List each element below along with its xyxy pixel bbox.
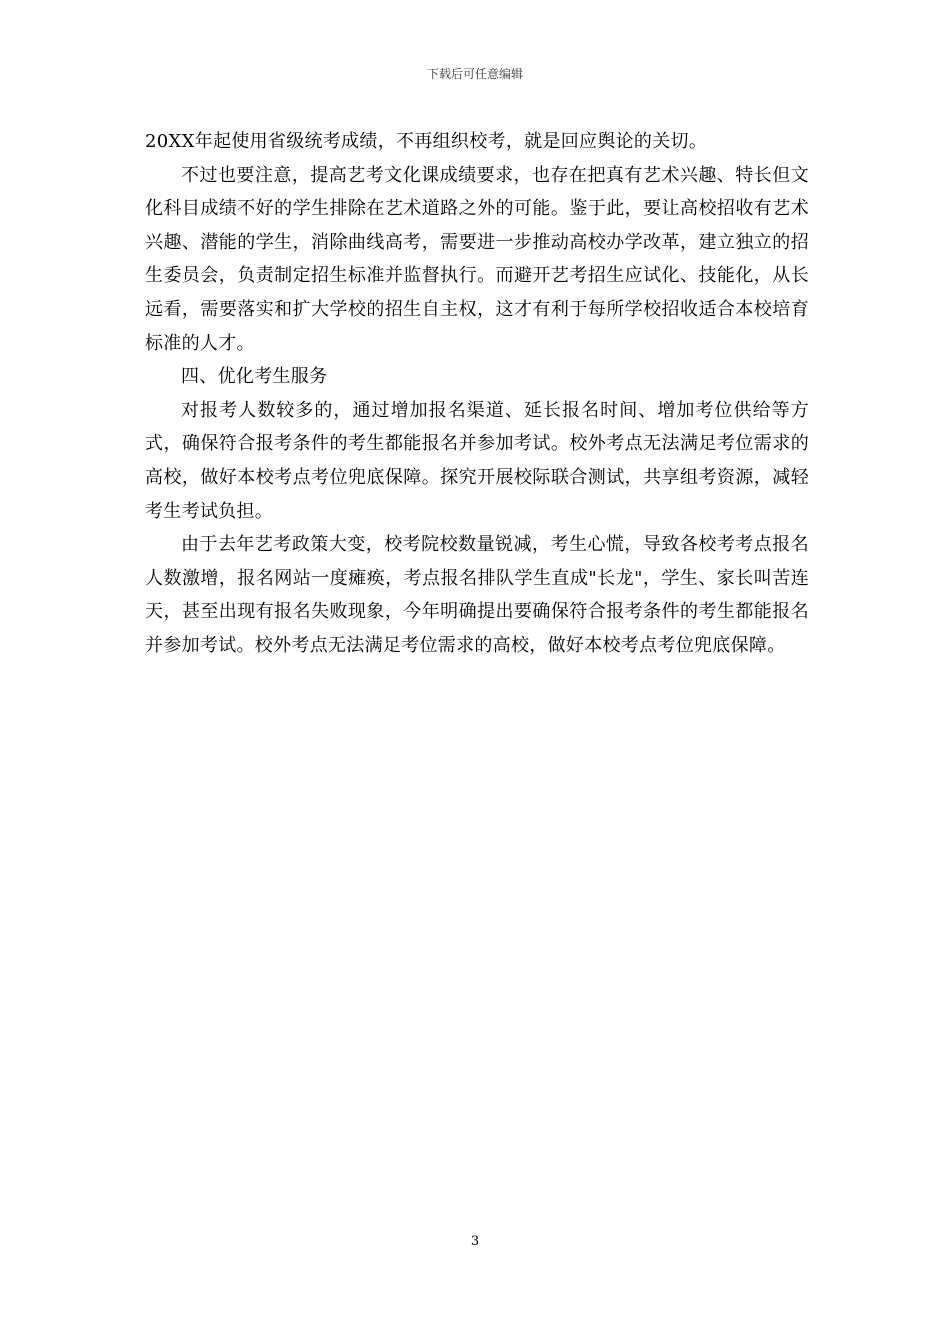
page-number: 3 — [470, 1234, 480, 1249]
paragraph-continuation: 20XX年起使用省级统考成绩，不再组织校考，就是回应舆论的关切。 — [145, 131, 708, 152]
paragraph: 不过也要注意，提高艺考文化课成绩要求，也存在把真有艺术兴趣、特长但文化科目成绩不好的学生排除在艺术道路之外的可能。鉴于此，要让高校招收有艺术兴趣、潜能的学生，消除曲线高考，需要进一步推动高校办学改革，建立独立的招生委员会，负责制定招生标准并监督执行。而避开艺考招生应试化、技能化，从长远看，需要落实和扩大学校的招生自主权，这才有利于每所学校招收适合本校培育标准的人才。 — [145, 164, 809, 354]
document-body — [145, 125, 809, 663]
section-heading: 四、优化考生服务 — [181, 366, 328, 388]
page-header: 下载后可任意编辑 — [426, 67, 523, 81]
paragraph: 对报考人数较多的，通过增加报名渠道、延长报名时间、增加考位供给等方式，确保符合报考条件的考生都能报名并参加考试。校外考点无法满足考位需求的高校，做好本校考点考位兜底保障。探究开展校际联合测试，共享组考资源，减轻考生考试负担。 — [145, 399, 809, 522]
paragraph: 由于去年艺考政策大变，校考院校数量锐减，考生心慌，导致各校考考点报名人数激增，报名网站一度瘫痪，考点报名排队学生直成"长龙"，学生、家长叫苦连天，甚至出现有报名失败现象，今年明确提出要确保符合报考条件的考生都能报名并参加考试。校外考点无法满足考位需求的高校，做好本校考点考位兜底保障。 — [145, 534, 809, 656]
